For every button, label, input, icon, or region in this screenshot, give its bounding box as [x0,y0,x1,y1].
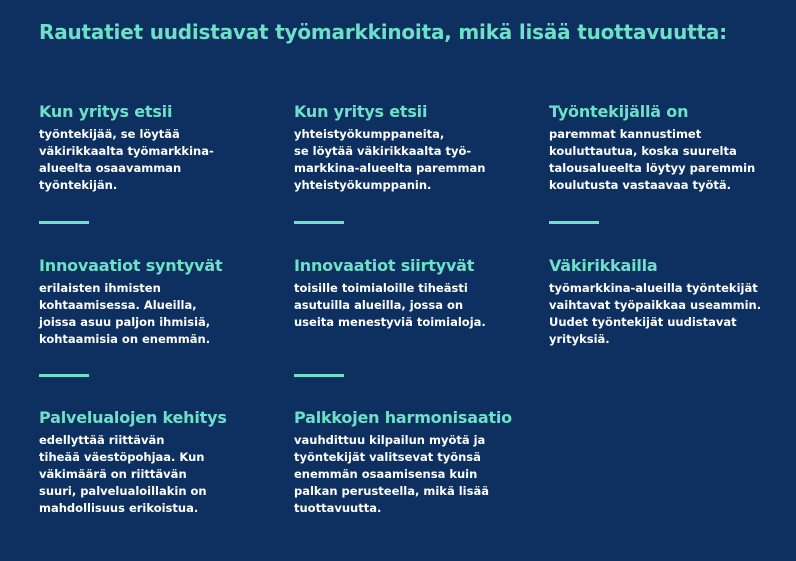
info-card-6 [549,256,784,348]
info-card-5 [294,256,529,331]
info-card-8 [294,408,529,517]
card-heading: Innovaatiot syntyvät [39,256,223,275]
info-card-3 [549,102,784,194]
card-body: erilaisten ihmisten kohtaamisessa. Alueilla, joissa asuu paljon ihmisiä, kohtaamisia on enemmän. [39,281,211,346]
card-heading: Työntekijällä on [549,102,689,121]
divider [39,374,89,377]
card-body: työmarkkina-alueilla työntekijät vaihtavat työpaikkaa useammin. Uudet työntekijät uudistavat yrityksiä. [549,281,762,346]
card-heading: Kun yritys etsii [39,102,173,121]
card-body: edellyttää riittävän tiheää väestöpohjaa. Kun väkimäärä on riittävän suuri, palvelualoillakin on mahdollisuus erikoistua. [39,433,207,515]
card-body: paremmat kannustimet kouluttautua, koska suurelta talousalueelta löytyy paremmin koulutusta vastaavaa työtä. [549,127,756,192]
divider [39,221,89,224]
card-body: yhteistyökumppaneita, se löytää väkirikkaalta työ- markkina-alueelta paremman yhteistyökumppanin. [294,127,486,192]
info-card-1 [39,102,274,194]
info-card-4 [39,256,274,348]
card-heading: Väkirikkailla [549,256,658,275]
card-body: toisille toimialoille tiheästi asutuilla alueilla, jossa on useita menestyviä toimialoja. [294,281,486,329]
page-title: Rautatiet uudistavat työmarkkinoita, mikä lisää tuottavuutta: [39,20,727,44]
info-card-2 [294,102,529,194]
card-heading: Kun yritys etsii [294,102,428,121]
card-heading: Palvelualojen kehitys [39,408,227,427]
info-card-7 [39,408,274,517]
divider [549,221,599,224]
card-body: vauhdittuu kilpailun myötä ja työntekijät valitsevat työnsä enemmän osaamisensa kuin palkan perusteella, mikä lisää tuottavuutta. [294,433,489,515]
card-heading: Innovaatiot siirtyvät [294,256,475,275]
divider [294,221,344,224]
divider [294,374,344,377]
card-heading: Palkkojen harmonisaatio [294,408,512,427]
card-body: työntekijää, se löytää väkirikkaalta työmarkkina- alueelta osaavamman työntekijän. [39,127,214,192]
